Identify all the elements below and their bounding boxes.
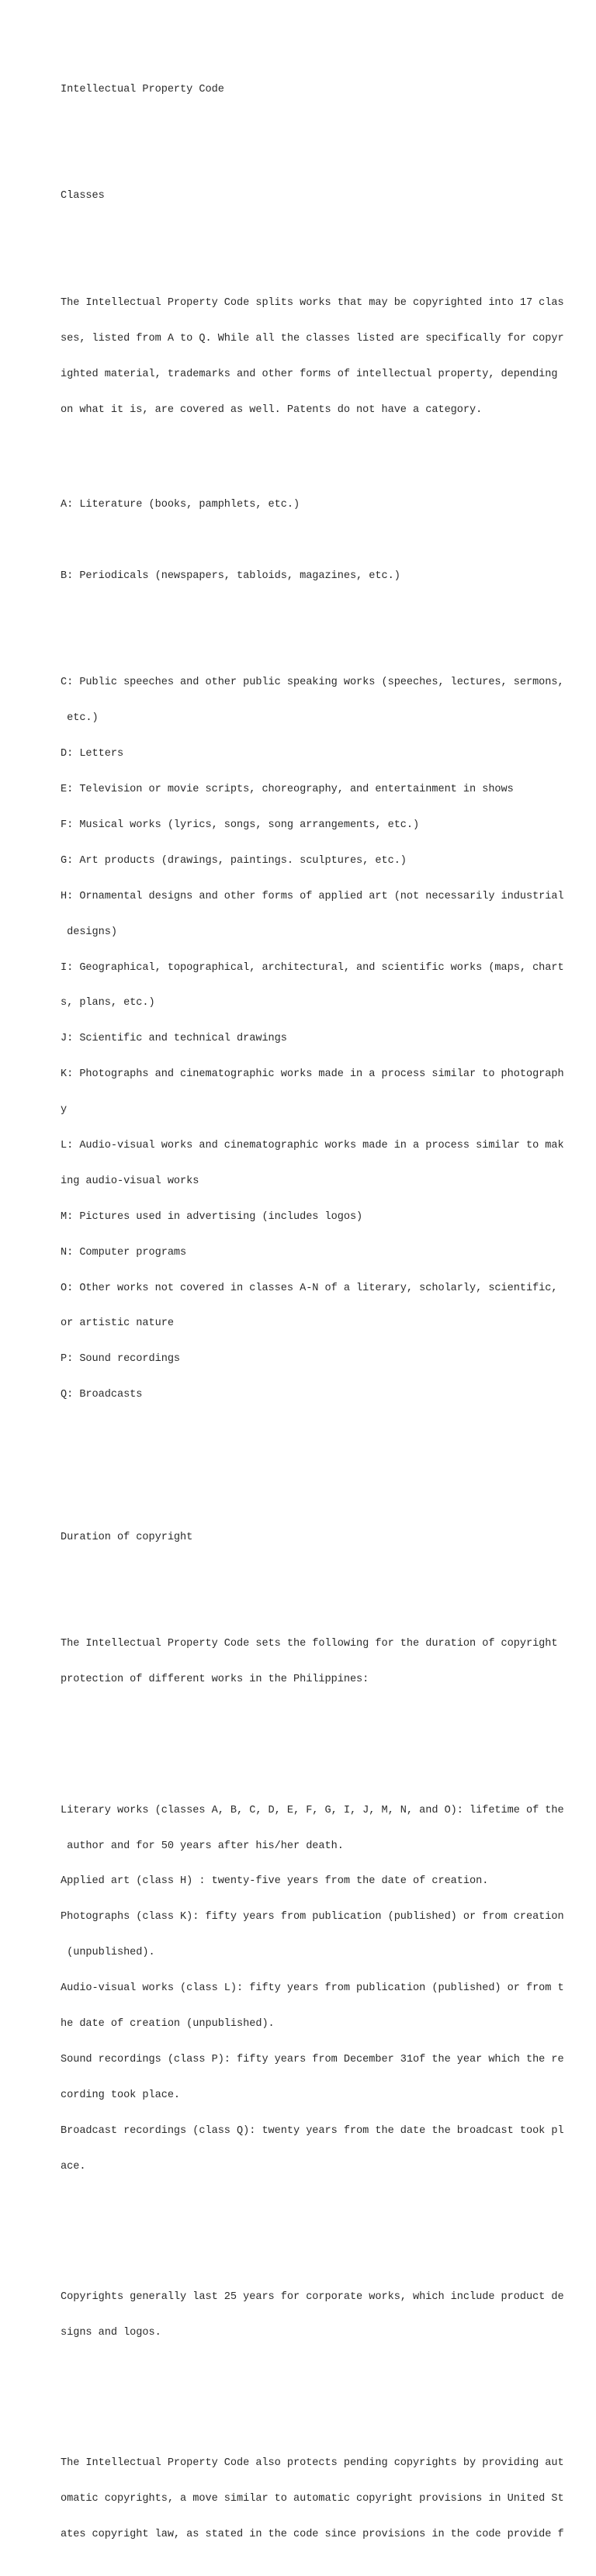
duration-list-line: ace.	[61, 2160, 86, 2173]
duration-heading: Duration of copyright	[61, 1531, 193, 1543]
paragraph-line: omatic copyrights, a move similar to automatic copyright provisions in United St	[61, 2492, 564, 2505]
spacer	[61, 2386, 557, 2398]
class-item-a: A: Literature (books, pamphlets, etc.)	[61, 498, 300, 511]
paragraph-line: ighted material, trademarks and other forms of intellectual property, depending	[61, 368, 558, 380]
spacer	[61, 1496, 557, 1508]
duration-list-line: Applied art (class H) : twenty-five years from the date of creation.	[61, 1875, 489, 1888]
document-title: Intellectual Property Code	[61, 83, 224, 95]
classes-heading: Classes	[61, 190, 105, 203]
corporate-works-paragraph	[61, 2267, 564, 2362]
duration-list-line: cording took place.	[61, 2089, 181, 2101]
duration-intro-paragraph	[61, 1615, 557, 1709]
paragraph-line: on what it is, are covered as well. Patents do not have a category.	[61, 403, 483, 416]
paragraph-line: Copyrights generally last 25 years for corporate works, which include product de	[61, 2290, 564, 2303]
pending-copyrights-paragraph	[61, 2433, 564, 2564]
class-list-line: D: Letters	[61, 748, 124, 760]
class-list-line: M: Pictures used in advertising (includes logos)	[61, 1210, 363, 1223]
classes-intro-paragraph	[61, 273, 564, 439]
class-list-line: Q: Broadcasts	[61, 1389, 143, 1401]
class-list-line: J: Scientific and technical drawings	[61, 1033, 287, 1045]
class-list-line: ing audio-visual works	[61, 1175, 199, 1187]
paragraph-line: The Intellectual Property Code also protects pending copyrights by providing aut	[61, 2457, 564, 2469]
class-list-line: N: Computer programs	[61, 1246, 187, 1259]
duration-list-line: author and for 50 years after his/her death.	[61, 1840, 344, 1852]
spacer	[61, 463, 557, 475]
duration-list-line: (unpublished).	[61, 1947, 155, 1959]
paragraph-line: protection of different works in the Philippines:	[61, 1674, 369, 1686]
duration-list-line: he date of creation (unpublished).	[61, 2017, 275, 2030]
class-list-line: y	[61, 1104, 68, 1117]
spacer	[61, 535, 557, 546]
duration-list	[61, 1781, 564, 2196]
spacer	[61, 1567, 557, 1579]
spacer	[61, 1733, 557, 1745]
duration-list-line: Broadcast recordings (class Q): twenty years from the date the broadcast took pl	[61, 2124, 564, 2137]
class-list-line: F: Musical works (lyrics, songs, song arrangements, etc.)	[61, 819, 420, 831]
duration-list-line: Audio-visual works (class L): fifty years from publication (published) or from t	[61, 1982, 564, 1995]
class-list-line: L: Audio-visual works and cinematographic works made in a process similar to mak	[61, 1140, 564, 1152]
paragraph-line: The Intellectual Property Code sets the following for the duration of copyright	[61, 1638, 558, 1650]
class-list-line: P: Sound recordings	[61, 1353, 181, 1366]
paragraph-line: signs and logos.	[61, 2326, 161, 2339]
paragraph-line: The Intellectual Property Code splits works that may be copyrighted into 17 clas	[61, 296, 564, 309]
document-page	[61, 60, 564, 2576]
spacer	[61, 606, 557, 618]
class-list-line: H: Ornamental designs and other forms of applied art (not necessarily industrial	[61, 890, 564, 902]
class-list-line: C: Public speeches and other public speaking works (speeches, lectures, sermons,	[61, 677, 564, 689]
spacer	[61, 2220, 557, 2231]
spacer	[61, 119, 557, 130]
class-list-line: G: Art products (drawings, paintings. sculptures, etc.)	[61, 854, 407, 867]
class-list-line: K: Photographs and cinematographic works made in a process similar to photograph	[61, 1068, 564, 1081]
class-list-line: designs)	[61, 926, 117, 938]
class-list-line: I: Geographical, topographical, architectural, and scientific works (maps, chart	[61, 961, 564, 974]
class-list	[61, 653, 564, 1425]
duration-list-line: Literary works (classes A, B, C, D, E, F, G, I, J, M, N, and O): lifetime of the	[61, 1804, 564, 1816]
class-list-line: or artistic nature	[61, 1317, 174, 1330]
class-item-b: B: Periodicals (newspapers, tabloids, magazines, etc.)	[61, 570, 400, 582]
spacer	[61, 226, 557, 237]
class-list-line: etc.)	[61, 712, 99, 725]
paragraph-line: ses, listed from A to Q. While all the classes listed are specifically for copyr	[61, 332, 564, 345]
class-list-line: O: Other works not covered in classes A-N of a literary, scholarly, scientific,	[61, 1282, 558, 1294]
duration-list-line: Sound recordings (class P): fifty years from December 31of the year which the re	[61, 2053, 564, 2065]
spacer	[61, 1460, 557, 1472]
class-list-line: s, plans, etc.)	[61, 997, 155, 1009]
paragraph-line: ates copyright law, as stated in the code since provisions in the code provide f	[61, 2528, 564, 2540]
class-list-line: E: Television or movie scripts, choreography, and entertainment in shows	[61, 784, 514, 796]
spacer	[61, 154, 557, 166]
duration-list-line: Photographs (class K): fifty years from publication (published) or from creation	[61, 1911, 564, 1923]
